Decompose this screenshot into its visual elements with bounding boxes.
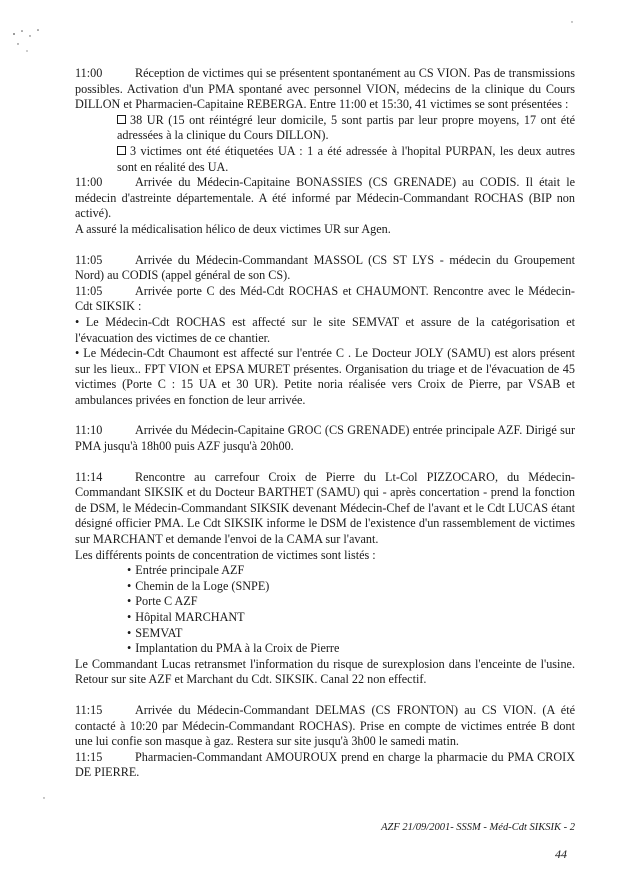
- list-item: • Implantation du PMA à la Croix de Pierre: [127, 641, 575, 657]
- bullet-icon: •: [75, 314, 86, 329]
- entry-time: 11:14: [75, 469, 103, 484]
- entry-text: Arrivée porte C des Méd-Cdt ROCHAS et CHAUMONT. Rencontre avec le Médecin-Cdt SIKSIK :: [75, 283, 575, 314]
- checkbox-icon: [117, 146, 126, 155]
- list-item: • Hôpital MARCHANT: [127, 610, 575, 626]
- list-item: • Chemin de la Loge (SNPE): [127, 579, 575, 595]
- entry-text: Arrivée du Médecin-Capitaine GROC (CS GRENADE) entrée principale AZF. Dirigé sur PMA jusqu'à 18h00 puis AZF jusqu'à 20h00.: [75, 423, 575, 454]
- page-number: 44: [555, 847, 567, 861]
- log-entry: [75, 284, 575, 315]
- entry-text: Arrivée du Médecin-Commandant DELMAS (CS FRONTON) au CS VION. (A été contacté à 10:20 par Médecin-Commandant ROCHAS). Prise en compte de victimes entrée B dont une lui confie son masque à gaz. Restera sur site jusqu'à 3h00 le samedi matin.: [75, 702, 575, 749]
- log-entry: [75, 423, 575, 454]
- entry-text: Rencontre au carrefour Croix de Pierre du Lt-Col PIZZOCARO, du Médecin-Commandant SIKSIK et du Docteur BARTHET (SAMU) qui - après concertation - prend la fonction de DSM, le Médecin-Commandant SIKSIK devenant Médecin-Chef de l'avant et le Cdt LUCAS étant désigné officier PMA. Le Cdt SIKSIK informe le DSM de l'existence d'un rassemblement de victimes sur MARCHANT et demande l'envoi de la CAMA sur l'avant.: [75, 469, 575, 547]
- log-entry: [75, 750, 575, 781]
- entry-closing: Le Commandant Lucas retransmet l'information du risque de surexplosion dans l'enceinte de l'usine. Retour sur site AZF et Marchant du Cdt. SIKSIK. Canal 22 non effectif.: [75, 656, 575, 687]
- page-footer: AZF 21/09/2001- SSSM - Méd-Cdt SIKSIK - 2: [381, 822, 575, 833]
- sub-item-text: 3 victimes ont été étiquetées UA : 1 a été adressée à l'hopital PURPAN, les deux autres sont en réalité des UA.: [117, 143, 575, 174]
- entry-text: Arrivée du Médecin-Capitaine BONASSIES (CS GRENADE) au CODIS. Il était le médecin d'astreinte départementale. A été informé par Médecin-Commandant ROCHAS (BIP non activé).: [75, 175, 575, 221]
- bullet-text: Le Médecin-Cdt ROCHAS est affecté sur le site SEMVAT et assure de la catégorisation et l'évacuation des victimes de ce chantier.: [75, 314, 575, 345]
- entry-text: Arrivée du Médecin-Commandant MASSOL (CS ST LYS - médecin du Groupement Nord) au CODIS (appel général de son CS).: [75, 252, 575, 283]
- list-item: • SEMVAT: [127, 626, 575, 642]
- bullet-icon: •: [75, 346, 84, 361]
- bullet-paragraph: [75, 346, 575, 408]
- entry-text: Pharmacien-Commandant AMOUROUX prend en charge la pharmacie du PMA CROIX DE PIERRE.: [75, 749, 575, 780]
- checkbox-icon: [117, 115, 126, 124]
- log-entry: [75, 703, 575, 750]
- sub-item: [117, 113, 575, 144]
- entry-time: 11:00: [75, 175, 103, 190]
- list-item: • Entrée principale AZF: [127, 563, 575, 579]
- entry-text: Réception de victimes qui se présentent spontanément au CS VION. Pas de transmissions possibles. Activation d'un PMA spontané avec personnel VION, médecins de la clinique du Cours DILLON et Pharmacien-Capitaine REBERGA. Entre 11:00 et 15:30, 41 victimes se sont présentées :: [75, 66, 575, 112]
- entry-time: 11:00: [75, 66, 103, 80]
- entry-time: 11:05: [75, 252, 103, 267]
- bullet-text: Le Médecin-Cdt Chaumont est affecté sur l'entrée C . Le Docteur JOLY (SAMU) est alors présent sur les lieux.. FPT VION et EPSA MURET présentes. Organisation du triage et de l'évacuation de 45 victimes (Porte C : 15 UA et 30 UR). Petite noria réalisée vers Croix de Pierre, par VSAB et ambulances privées en fonction de leur arrivée.: [75, 346, 575, 407]
- sub-item-text: 38 UR (15 ont réintégré leur domicile, 5 sont partis par leur propre moyens, 17 ont été adressées à la clinique du Cours DILLON).: [117, 112, 575, 143]
- entry-time: 11:15: [75, 749, 103, 764]
- log-entry: [75, 175, 575, 222]
- entry-time: 11:05: [75, 283, 103, 298]
- log-entry: [75, 66, 575, 113]
- document-body: [75, 66, 575, 781]
- sub-item: [117, 144, 575, 175]
- entry-time: 11:15: [75, 702, 103, 717]
- entry-time: 11:10: [75, 423, 103, 438]
- list-item: • Porte C AZF: [127, 594, 575, 610]
- log-entry: [75, 253, 575, 284]
- concentration-points-list: [127, 563, 575, 657]
- entry-extra: A assuré la médicalisation hélico de deux victimes UR sur Agen.: [75, 221, 391, 236]
- list-intro: Les différents points de concentration de victimes sont listés :: [75, 547, 376, 562]
- log-entry: [75, 470, 575, 548]
- bullet-paragraph: [75, 315, 575, 346]
